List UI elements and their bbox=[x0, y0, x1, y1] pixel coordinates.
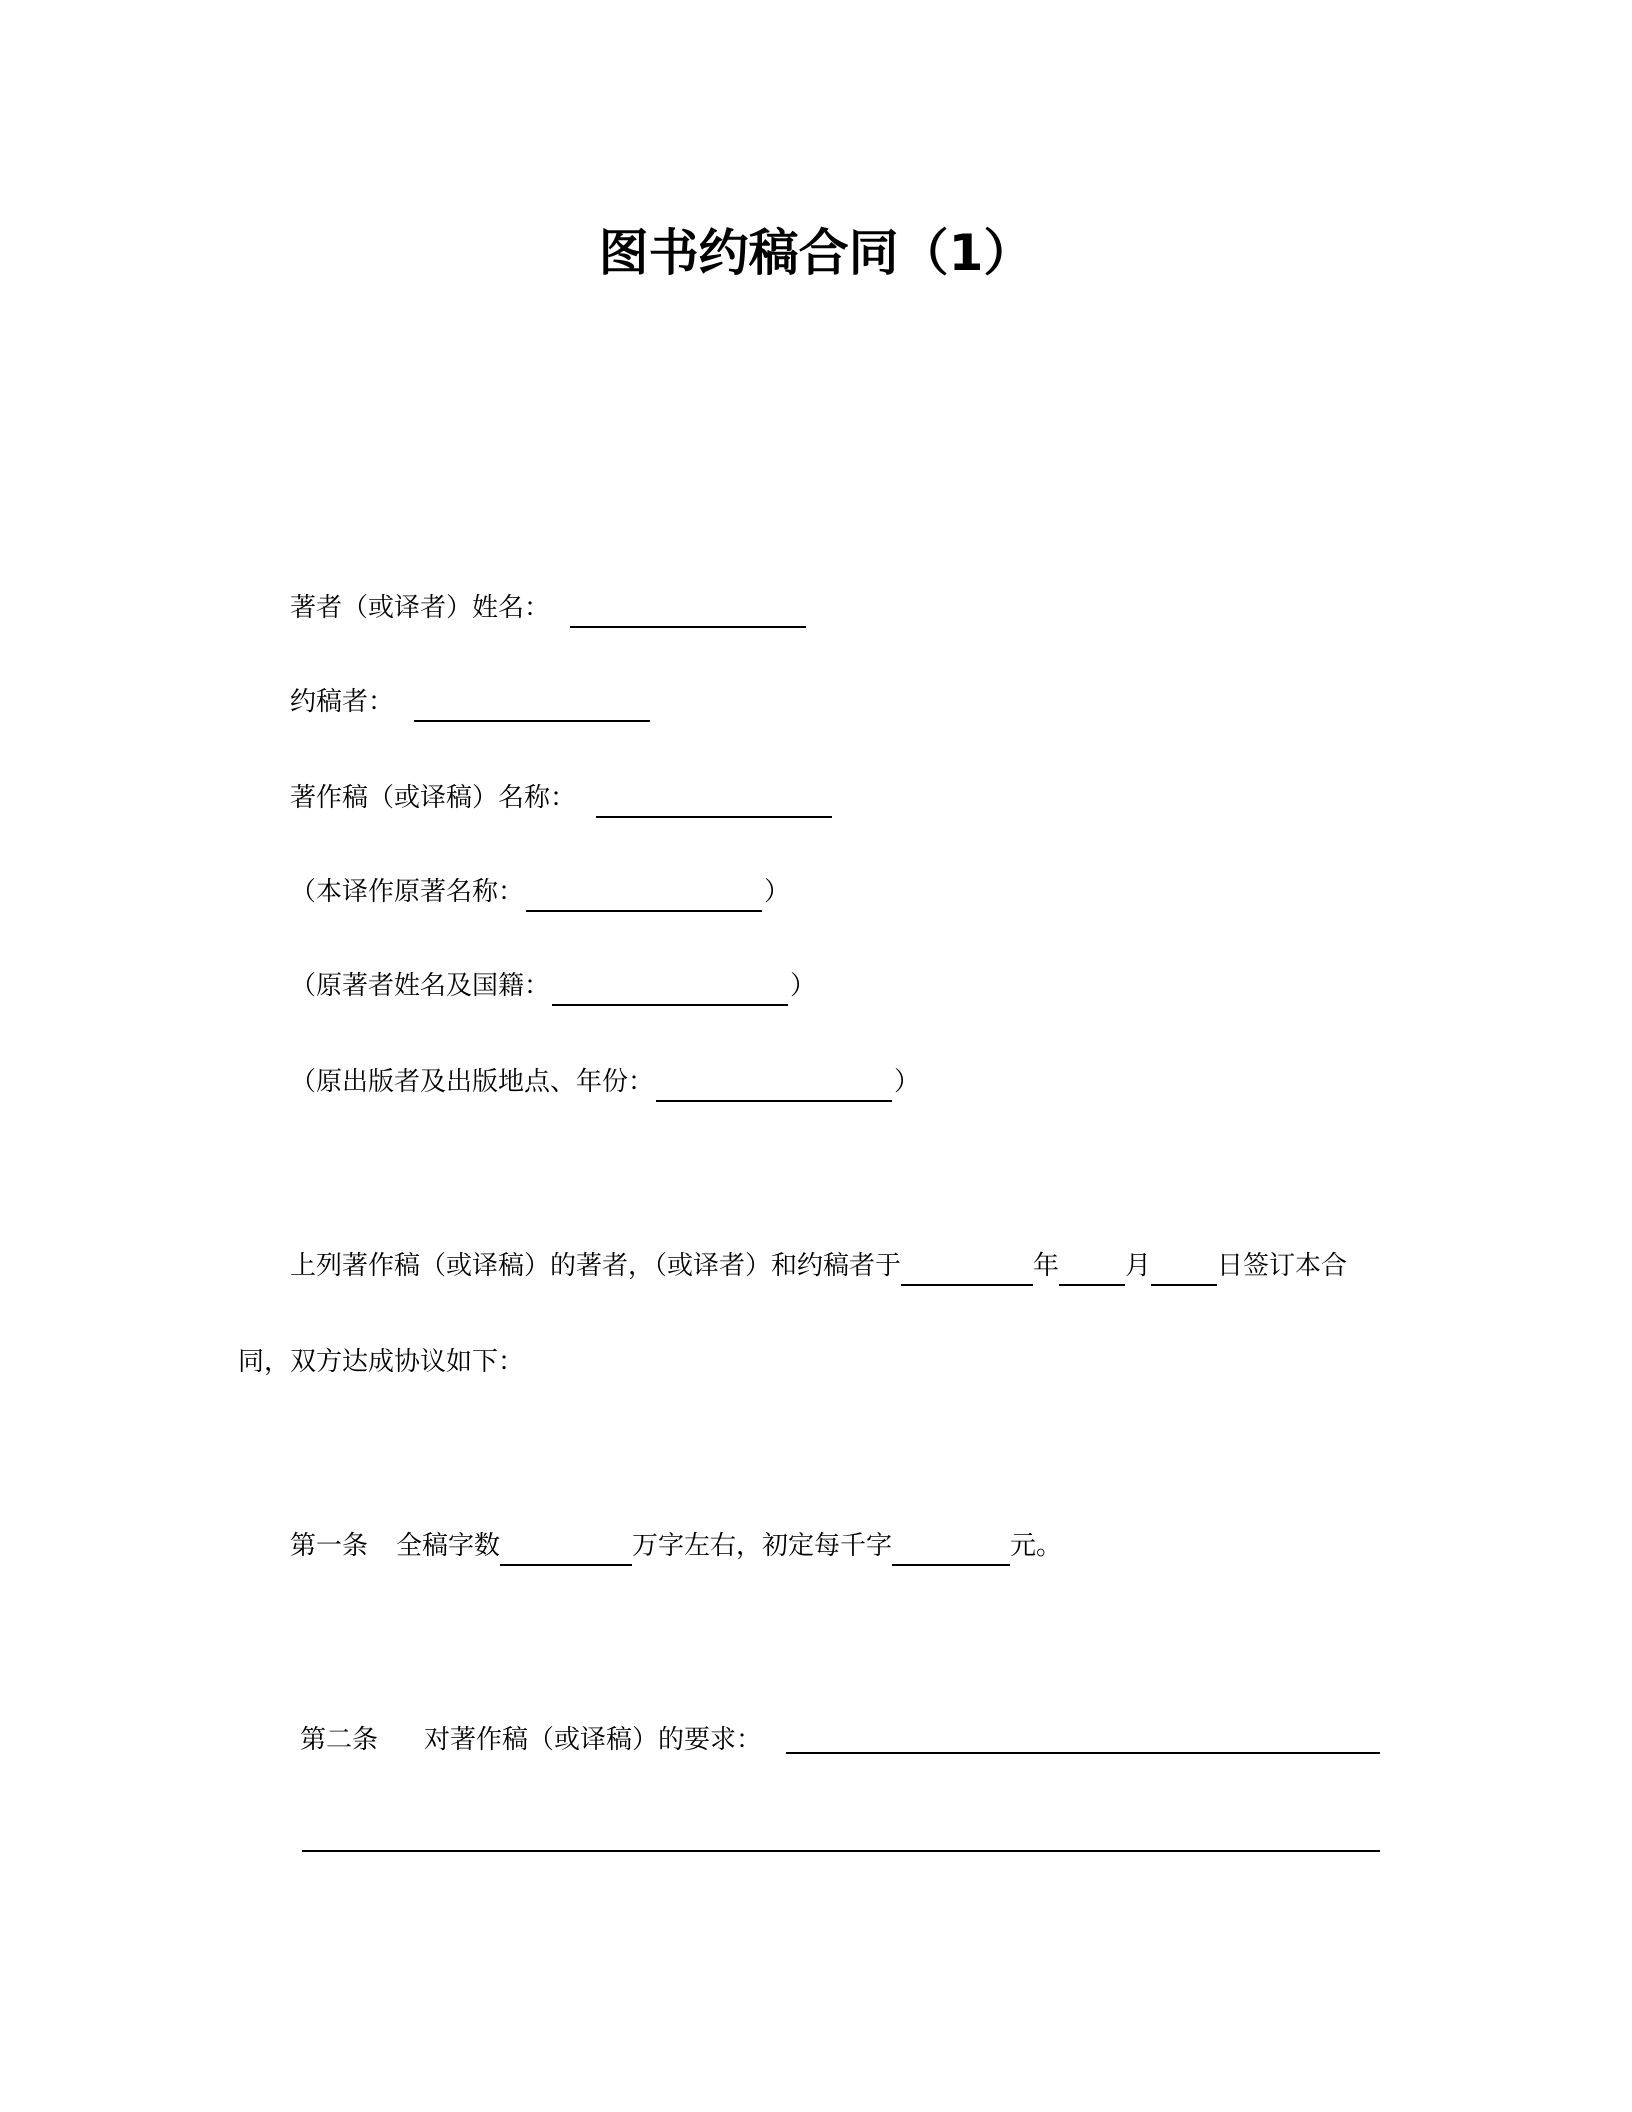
preamble-line-1 bbox=[290, 1246, 1347, 1286]
month-label: 月 bbox=[1125, 1251, 1152, 1281]
original-title-blank[interactable] bbox=[526, 880, 762, 912]
field-original-title bbox=[290, 872, 790, 912]
work-title-blank[interactable] bbox=[596, 786, 832, 818]
field-original-publisher bbox=[290, 1062, 920, 1102]
commissioner-label: 约稿者： bbox=[290, 687, 395, 717]
year-blank[interactable] bbox=[901, 1254, 1033, 1286]
word-count-blank[interactable] bbox=[500, 1534, 632, 1566]
rate-blank[interactable] bbox=[892, 1534, 1010, 1566]
month-blank[interactable] bbox=[1059, 1254, 1125, 1286]
field-commissioner bbox=[290, 682, 652, 722]
field-author-name bbox=[290, 588, 808, 628]
article-1 bbox=[290, 1526, 1062, 1566]
day-blank[interactable] bbox=[1151, 1254, 1217, 1286]
original-title-close: ） bbox=[764, 877, 791, 907]
preamble-text: 上列著作稿（或译稿）的著者，（或译者）和约稿者于 bbox=[290, 1251, 902, 1281]
author-name-blank[interactable] bbox=[570, 596, 806, 628]
field-original-author bbox=[290, 966, 816, 1006]
article-1-text-3: 元。 bbox=[1010, 1531, 1063, 1561]
article-2-text: 对著作稿（或译稿）的要求： bbox=[424, 1725, 763, 1755]
original-title-label: （本译作原著名称： bbox=[290, 877, 525, 907]
article-1-label: 第一条 bbox=[290, 1531, 369, 1561]
page-title: 图书约稿合同（1） bbox=[598, 224, 1034, 282]
work-title-label: 著作稿（或译稿）名称： bbox=[290, 783, 577, 813]
article-2 bbox=[300, 1720, 762, 1760]
original-author-close: ） bbox=[790, 971, 817, 1001]
article-2-blank-line-1[interactable] bbox=[786, 1752, 1380, 1754]
preamble-text-2: 同，双方达成协议如下： bbox=[238, 1347, 525, 1377]
original-publisher-close: ） bbox=[894, 1067, 921, 1097]
day-label: 日签订本合 bbox=[1217, 1251, 1348, 1281]
original-author-label: （原著者姓名及国籍： bbox=[290, 971, 551, 1001]
original-publisher-blank[interactable] bbox=[656, 1070, 892, 1102]
preamble-line-2 bbox=[238, 1342, 524, 1382]
article-1-text-1: 全稿字数 bbox=[396, 1531, 501, 1561]
article-2-blank-line-2[interactable] bbox=[302, 1850, 1380, 1852]
author-name-label: 著者（或译者）姓名： bbox=[290, 593, 551, 623]
original-publisher-label: （原出版者及出版地点、年份： bbox=[290, 1067, 655, 1097]
commissioner-blank[interactable] bbox=[414, 690, 650, 722]
original-author-blank[interactable] bbox=[552, 974, 788, 1006]
field-work-title bbox=[290, 778, 834, 818]
article-2-label: 第二条 bbox=[300, 1725, 379, 1755]
year-label: 年 bbox=[1033, 1251, 1060, 1281]
article-1-text-2: 万字左右，初定每千字 bbox=[632, 1531, 893, 1561]
